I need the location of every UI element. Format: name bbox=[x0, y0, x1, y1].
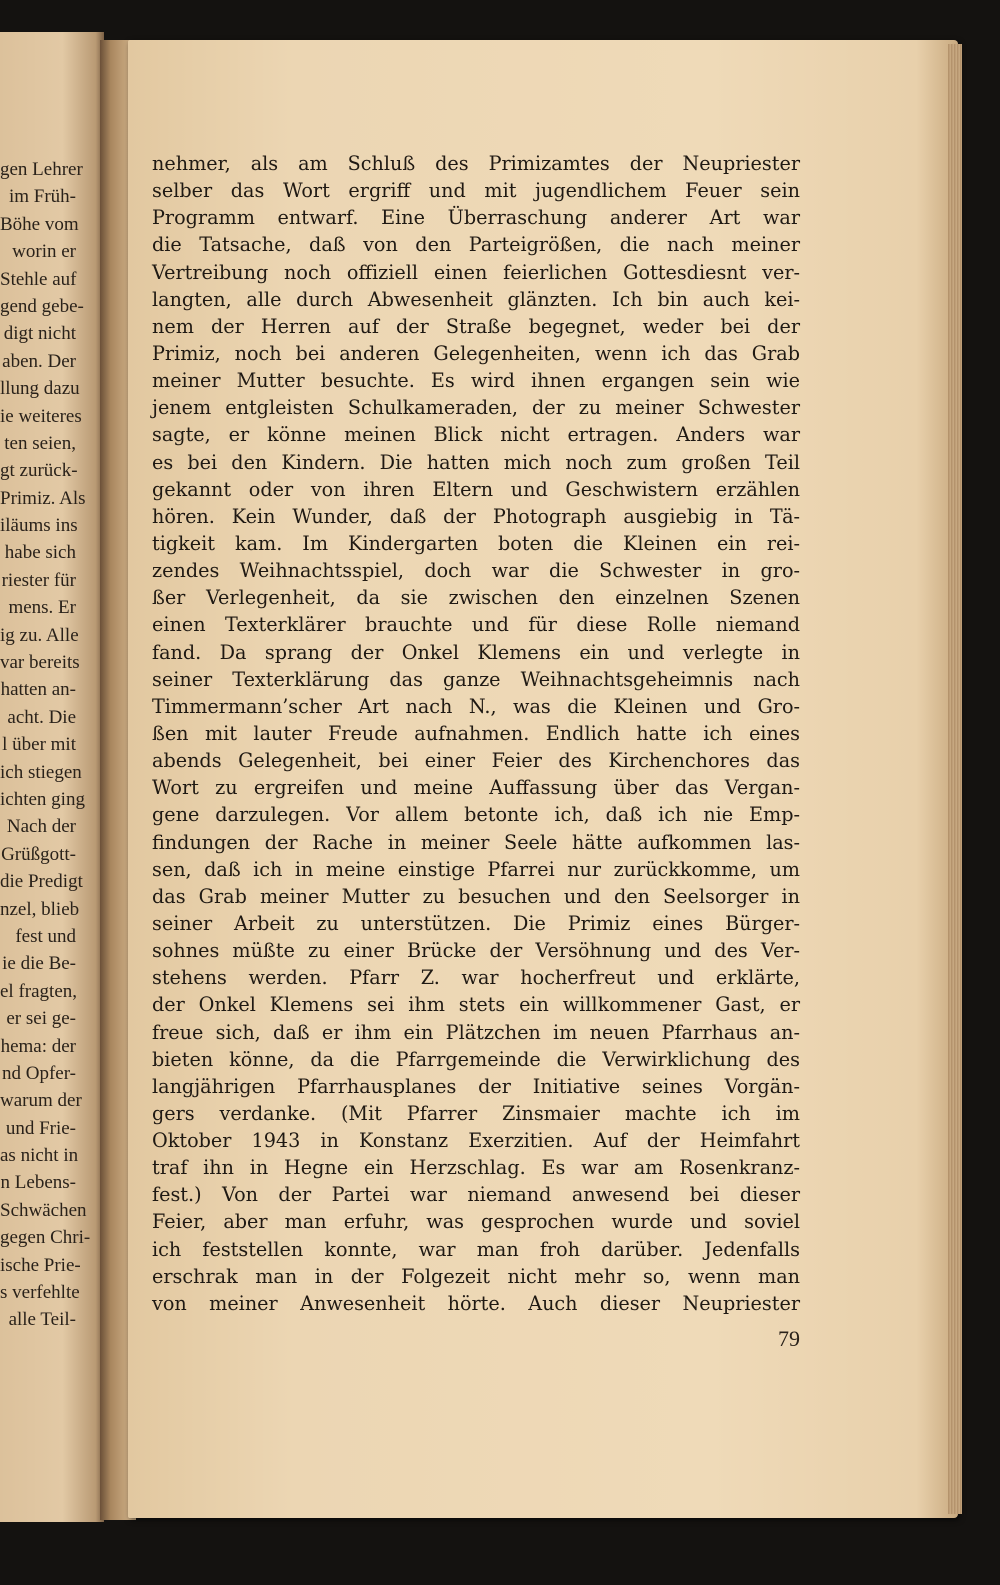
text-line: der Onkel Klemens sei ihm stets ein willkommener Gast, er bbox=[152, 993, 800, 1017]
left-page-line: gend gebe- bbox=[0, 295, 84, 317]
left-page-line: el fragten, bbox=[0, 980, 78, 1002]
left-page-line: mens. Er bbox=[8, 597, 76, 619]
text-line: gers verdanke. (Mit Pfarrer Zinsmaier machte ich im bbox=[152, 1101, 800, 1125]
left-page-line: und Frie- bbox=[5, 1117, 76, 1139]
text-line: freue sich, daß er ihm ein Plätzchen im neuen Pfarrhaus an- bbox=[152, 1020, 800, 1044]
text-line: Feier, aber man erfuhr, was gesprochen wurde und soviel bbox=[152, 1210, 800, 1234]
text-line: seiner Arbeit zu unterstützen. Die Primiz eines Bürger- bbox=[152, 911, 800, 935]
text-line: sagte, er könne meinen Blick nicht ertragen. Anders war bbox=[152, 423, 800, 447]
left-page-line: Primiz. Als bbox=[0, 487, 86, 509]
left-page-line: alle Teil- bbox=[8, 1309, 76, 1331]
left-page-line: habe sich bbox=[4, 542, 76, 564]
left-page-line: gegen Chri- bbox=[0, 1227, 91, 1249]
text-line: gekannt oder von ihren Eltern und Geschwistern erzählen bbox=[152, 477, 800, 501]
text-line: selber das Wort ergriff und mit jugendlichem Feuer sein bbox=[152, 179, 800, 203]
text-line: seiner Texterklärung das ganze Weihnachtsgeheimnis nach bbox=[152, 667, 800, 691]
text-line: erschrak man in der Folgezeit nicht mehr so, wenn man bbox=[152, 1264, 800, 1288]
left-page-line: digt nicht bbox=[3, 323, 76, 345]
left-page-line: Nach der bbox=[6, 816, 76, 838]
text-line: sen, daß ich in meine einstige Pfarrei nur zurückkomme, um bbox=[152, 857, 800, 881]
left-page-line: ie weiteres bbox=[0, 405, 82, 427]
body-text bbox=[152, 150, 800, 1317]
text-line: Timmermann’scher Art nach N., was die Kleinen und Gro- bbox=[152, 694, 800, 718]
text-line: ich feststellen konnte, war man froh darüber. Jedenfalls bbox=[152, 1237, 800, 1261]
text-line: tigkeit kam. Im Kindergarten boten die Kleinen ein rei- bbox=[152, 531, 800, 555]
left-page-line: hema: der bbox=[0, 1035, 76, 1057]
left-page-line: n Lebens- bbox=[0, 1172, 76, 1194]
text-line: Primiz, noch bei anderen Gelegenheiten, wenn ich das Grab bbox=[152, 341, 800, 365]
left-page-line: ie die Be- bbox=[2, 953, 76, 975]
text-line: bieten könne, da die Pfarrgemeinde die Verwirklichung des bbox=[152, 1047, 800, 1071]
left-page-line: Grüßgott- bbox=[1, 843, 76, 865]
left-page-line: ichten ging bbox=[0, 788, 85, 810]
text-line: langten, alle durch Abwesenheit glänzten. Ich bin auch kei- bbox=[152, 287, 800, 311]
text-line: stehens werden. Pfarr Z. war hocherfreut und erklärte, bbox=[152, 966, 800, 990]
text-line: meiner Mutter besuchte. Es wird ihnen ergangen sein wie bbox=[152, 369, 800, 393]
left-page-text bbox=[0, 156, 100, 1334]
left-page bbox=[0, 32, 104, 1522]
left-page-line: gen Lehrer bbox=[0, 159, 83, 180]
left-page-line: Schwächen bbox=[0, 1199, 87, 1221]
left-page-line: er sei ge- bbox=[6, 1008, 76, 1030]
text-line: ßer Verlegenheit, da sie zwischen den einzelnen Szenen bbox=[152, 586, 800, 610]
text-line: findungen der Rache in meiner Seele hätte aufkommen las- bbox=[152, 830, 800, 854]
text-line: nehmer, als am Schluß des Primizamtes der Neupriester bbox=[152, 152, 800, 175]
left-page-line: aben. Der bbox=[2, 350, 76, 372]
text-line: hören. Kein Wunder, daß der Photograph ausgiebig in Tä- bbox=[152, 504, 800, 528]
page-edges bbox=[948, 44, 962, 1514]
left-page-line: ig zu. Alle bbox=[0, 624, 79, 646]
left-page-line: s verfehlte bbox=[0, 1282, 80, 1304]
text-line: von meiner Anwesenheit hörte. Auch dieser Neupriester bbox=[152, 1291, 800, 1315]
left-page-line: warum der bbox=[0, 1090, 82, 1112]
left-page-line: llung dazu bbox=[0, 378, 80, 400]
left-page-line: gt zurück- bbox=[0, 460, 78, 482]
left-page-line: nd Opfer- bbox=[1, 1062, 76, 1084]
left-page-line: iläums ins bbox=[0, 515, 78, 537]
left-page-line: riester für bbox=[1, 569, 76, 591]
left-page-line: var bereits bbox=[0, 652, 80, 674]
left-page-line: acht. Die bbox=[7, 706, 76, 728]
text-line: jenem entgleisten Schulkameraden, der zu meiner Schwester bbox=[152, 396, 800, 420]
left-page-line: fest und bbox=[15, 925, 76, 947]
text-line: sohnes müßte zu einer Brücke der Versöhnung und des Ver- bbox=[152, 939, 800, 963]
page-number: 79 bbox=[778, 1326, 800, 1351]
text-line: nem der Herren auf der Straße begegnet, weder bei der bbox=[152, 314, 800, 338]
left-page-line: l über mit bbox=[2, 734, 76, 756]
text-line: fand. Da sprang der Onkel Klemens ein und verlegte in bbox=[152, 640, 800, 664]
text-line: einen Texterklärer brauchte und für diese Rolle niemand bbox=[152, 613, 800, 637]
left-page-line: Böhe vom bbox=[0, 213, 79, 235]
text-line: gene darzulegen. Vor allem betonte ich, daß ich nie Emp- bbox=[152, 803, 800, 827]
text-line: ßen mit lauter Freude aufnahmen. Endlich hatte ich eines bbox=[152, 721, 800, 745]
text-line: Programm entwarf. Eine Überraschung anderer Art war bbox=[152, 206, 800, 230]
text-line: langjährigen Pfarrhausplanes der Initiative seines Vorgän- bbox=[152, 1074, 800, 1098]
text-line: traf ihn in Hegne ein Herzschlag. Es war am Rosenkranz- bbox=[152, 1156, 800, 1180]
left-page-line: hatten an- bbox=[0, 679, 76, 701]
left-page-line: Stehle auf bbox=[0, 268, 77, 290]
left-page-line: worin er bbox=[12, 241, 76, 263]
left-page-line: im Früh- bbox=[8, 186, 76, 208]
left-page-line: die Predigt bbox=[0, 871, 83, 893]
left-page-line: as nicht in bbox=[0, 1145, 79, 1167]
text-line: zendes Weihnachtsspiel, doch war die Schwester in gro- bbox=[152, 559, 800, 583]
left-page-line: nzel, blieb bbox=[0, 898, 80, 920]
left-page-line: ten seien, bbox=[4, 432, 76, 454]
left-page-line: ich stiegen bbox=[0, 761, 82, 783]
text-line: Vertreibung noch offiziell einen feierlichen Gottesdiesnt ver- bbox=[152, 260, 800, 284]
text-line: Oktober 1943 in Konstanz Exerzitien. Auf der Heimfahrt bbox=[152, 1129, 800, 1153]
left-page-line: ische Prie- bbox=[0, 1254, 81, 1276]
text-line: abends Gelegenheit, bei einer Feier des Kirchenchores das bbox=[152, 749, 800, 773]
text-line: die Tatsache, daß von den Parteigrößen, die nach meiner bbox=[152, 233, 800, 257]
text-line: das Grab meiner Mutter zu besuchen und den Seelsorger in bbox=[152, 884, 800, 908]
text-line: fest.) Von der Partei war niemand anwesend bei dieser bbox=[152, 1183, 800, 1207]
text-line: es bei den Kindern. Die hatten mich noch zum großen Teil bbox=[152, 450, 800, 474]
text-line: Wort zu ergreifen und meine Auffassung über das Vergan- bbox=[152, 776, 800, 800]
